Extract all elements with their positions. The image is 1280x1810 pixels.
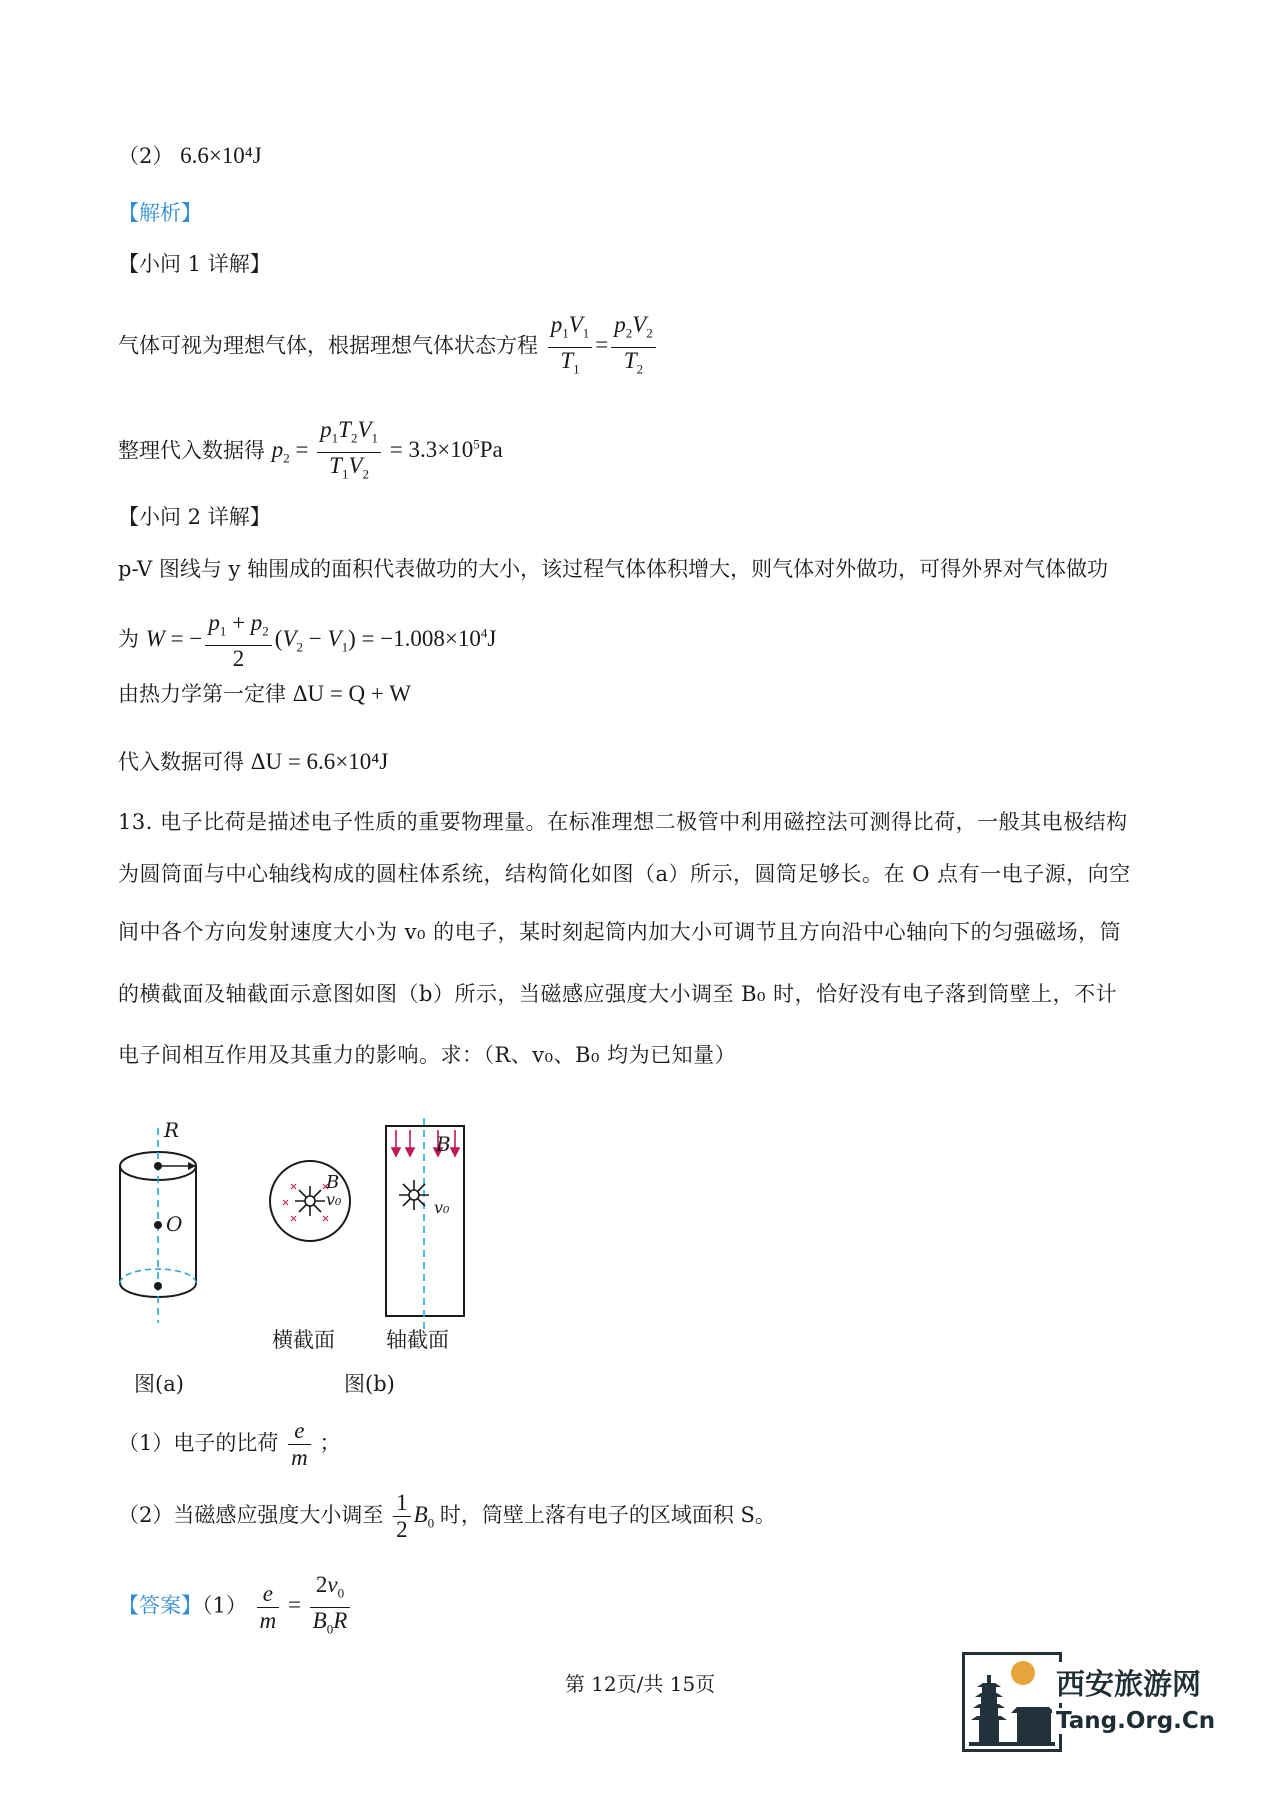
label-O: O xyxy=(166,1212,183,1236)
electron-source-axial-icon xyxy=(399,1180,429,1210)
axial-section-diagram xyxy=(386,1118,464,1333)
answer-value: 6.6×10⁴J xyxy=(180,143,262,168)
sub1-line1: 气体可视为理想气体，根据理想气体状态方程 $\frac{p_1V_1}{T_1}$ = $\frac{p_2V_2}{T_2}$ xyxy=(118,312,659,382)
caption-a: 图(a) xyxy=(134,1372,184,1396)
question-2: （2）当磁感应强度大小调至 $\frac{1}{2}$ $B_0$ 时，筒壁上落有电子的区域面积 S。 xyxy=(118,1490,776,1542)
p2-formula: $p_2$ = $\frac{p_1T_2V_1}{T_1V_2}$ = $3.3\times 10^5Pa$ xyxy=(271,417,503,482)
figure xyxy=(110,1118,490,1396)
q13-line5: 电子间相互作用及其重力的影响。求：（R、v₀、B₀ 均为已知量） xyxy=(118,1043,737,1067)
analysis-tag: 【解析】 xyxy=(118,201,202,225)
sub2-line4: 代入数据可得 ΔU = 6.6×10⁴J xyxy=(118,749,389,774)
sub1-line2: 整理代入数据得 $p_2$ = $\frac{p_1T_2V_1}{T_1V_2}$ = $3.3\times 10^5Pa$ xyxy=(118,417,503,482)
sub2-line1: p-V 图线与 y 轴围成的面积代表做功的大小，该过程气体体积增大，则气体对外做功，可得外界对气体做功 xyxy=(118,557,1109,581)
half-b0: $\frac{1}{2}$ $B_0$ xyxy=(390,1502,440,1527)
label-v0-axial: v₀ xyxy=(434,1198,450,1217)
electron-source-icon xyxy=(295,1186,325,1216)
answer-tag: 【答案】 xyxy=(118,1593,202,1618)
ideal-gas-formula: $\frac{p_1V_1}{T_1}$ = $\frac{p_2V_2}{T_2}$ xyxy=(545,332,659,357)
label-B-cross: B xyxy=(326,1172,340,1193)
answer-formula: $\frac{e}{m}$ = $\frac{2v_0}{B_0R}$ xyxy=(254,1592,354,1617)
delta-u-formula: ΔU = 6.6×10⁴J xyxy=(250,749,389,774)
e-over-m: $\frac{e}{m}$ xyxy=(285,1430,319,1455)
q13-line2: 为圆筒面与中心轴线构成的圆柱体系统，结构简化如图（a）所示，圆筒足够长。在 O 点有一电子源，向空 xyxy=(118,862,1131,886)
sub2-line3: 由热力学第一定律 ΔU = Q + W xyxy=(118,681,411,706)
caption-b: 图(b) xyxy=(344,1372,395,1396)
q13-line4: 的横截面及轴截面示意图如图（b）所示，当磁感应强度大小调至 B₀ 时，恰好没有电子落到筒壁上，不计 xyxy=(118,982,1118,1006)
question-1: （1）电子的比荷 $\frac{e}{m}$ ； xyxy=(118,1418,341,1470)
logo-name: 西安旅游网 xyxy=(1050,1662,1201,1703)
cylinder-diagram xyxy=(120,1128,196,1323)
q13-line1: 13. 电子比荷是描述电子性质的重要物理量。在标准理想二极管中利用磁控法可测得比荷，一般其电极结构 xyxy=(118,810,1128,834)
first-law-formula: ΔU = Q + W xyxy=(292,681,411,706)
caption-cross-section: 横截面 xyxy=(272,1328,335,1352)
page-footer: 第 12页/共 15页 xyxy=(564,1672,716,1696)
answer-line-2: （2） 6.6×10⁴J xyxy=(118,143,262,168)
q13-line3: 间中各个方向发射速度大小为 v₀ 的电子，某时刻起筒内加大小可调节且方向沿中心轴向下的匀强磁场，筒 xyxy=(118,920,1122,944)
work-formula: W = − $\frac{p_1 + p_2}{2}$ $(V_2 - V_1) = -1.008\times 10^4J$ xyxy=(145,610,497,671)
label-v0-cross: v₀ xyxy=(326,1190,342,1209)
logo-url: Tang.Org.Cn xyxy=(1052,1708,1215,1734)
sub2-line2: 为 W = − $\frac{p_1 + p_2}{2}$ $(V_2 - V_1) = -1.008\times 10^4J$ xyxy=(118,610,497,671)
label-R: R xyxy=(164,1118,180,1142)
sub1-heading: 【小问 1 详解】 xyxy=(118,252,271,276)
site-logo xyxy=(962,1652,1216,1754)
pagoda-icon xyxy=(962,1652,1062,1752)
label-B-axial: B xyxy=(436,1132,451,1156)
answer-line-1: 【答案】（1） $\frac{e}{m}$ = $\frac{2v_0}{B_0R}$ xyxy=(118,1572,353,1642)
caption-axial-section: 轴截面 xyxy=(386,1328,449,1352)
sub2-heading: 【小问 2 详解】 xyxy=(118,505,271,529)
